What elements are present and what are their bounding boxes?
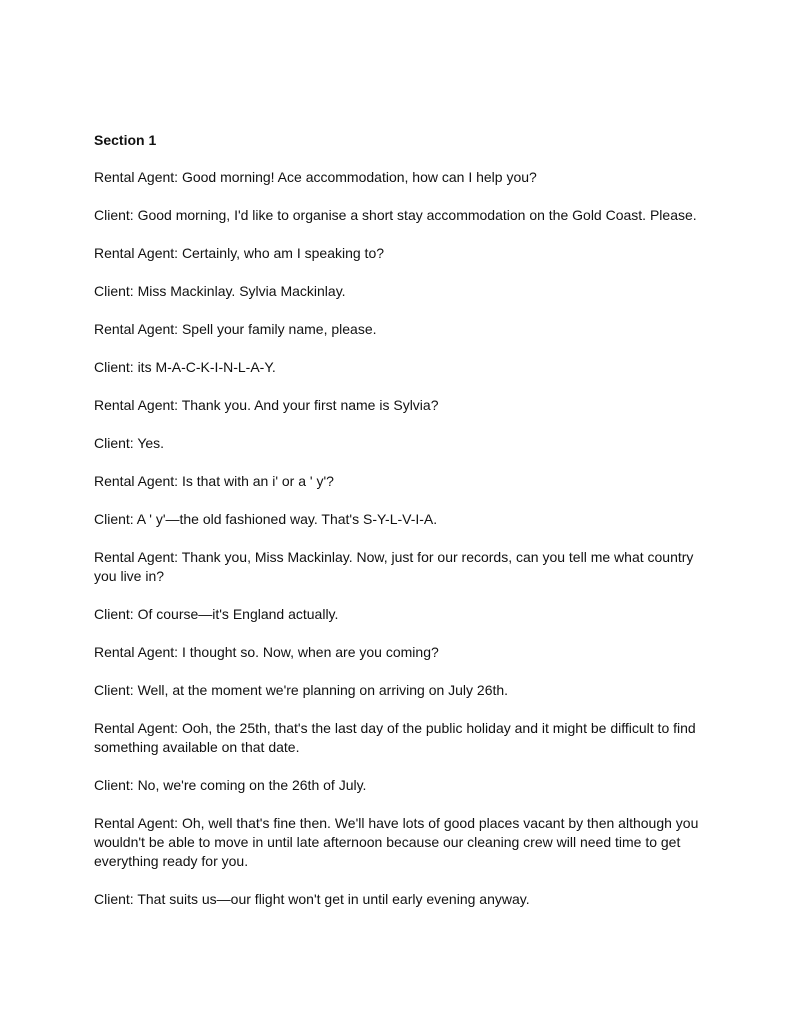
section-heading: Section 1 <box>94 132 157 148</box>
dialogue-line: Client: Miss Mackinlay. Sylvia Mackinlay. <box>94 283 346 299</box>
dialogue-line: Client: Of course—it's England actually. <box>94 606 339 622</box>
dialogue-line: Rental Agent: Thank you. And your first name is Sylvia? <box>94 397 439 413</box>
dialogue-line: Rental Agent: I thought so. Now, when are you coming? <box>94 644 439 660</box>
dialogue-line: Client: Well, at the moment we're planning on arriving on July 26th. <box>94 682 509 698</box>
dialogue-line: Client: No, we're coming on the 26th of July. <box>94 777 367 793</box>
dialogue-line: Rental Agent: Ooh, the 25th, that's the last day of the public holiday and it might be difficult to find something available on that date. <box>94 720 696 755</box>
dialogue-line: Rental Agent: Oh, well that's fine then. We'll have lots of good places vacant by then although you wouldn't be able to move in until late afternoon because our cleaning crew will need time to get everything ready for you. <box>94 815 699 869</box>
dialogue-line: Rental Agent: Thank you, Miss Mackinlay. Now, just for our records, can you tell me what country you live in? <box>94 549 694 584</box>
dialogue-line: Client: That suits us—our flight won't get in until early evening anyway. <box>94 891 530 907</box>
dialogue-line: Client: Good morning, I'd like to organise a short stay accommodation on the Gold Coast. Please. <box>94 207 697 223</box>
dialogue-line: Client: its M-A-C-K-I-N-L-A-Y. <box>94 359 276 375</box>
dialogue-line: Client: Yes. <box>94 435 165 451</box>
dialogue-line: Rental Agent: Good morning! Ace accommodation, how can I help you? <box>94 169 537 185</box>
document-page <box>94 131 714 928</box>
dialogue-line: Rental Agent: Certainly, who am I speaking to? <box>94 245 385 261</box>
dialogue-line: Rental Agent: Spell your family name, please. <box>94 321 377 337</box>
dialogue-line: Rental Agent: Is that with an i' or a ' y'? <box>94 473 334 489</box>
dialogue-line: Client: A ' y'—the old fashioned way. That's S-Y-L-V-I-A. <box>94 511 438 527</box>
